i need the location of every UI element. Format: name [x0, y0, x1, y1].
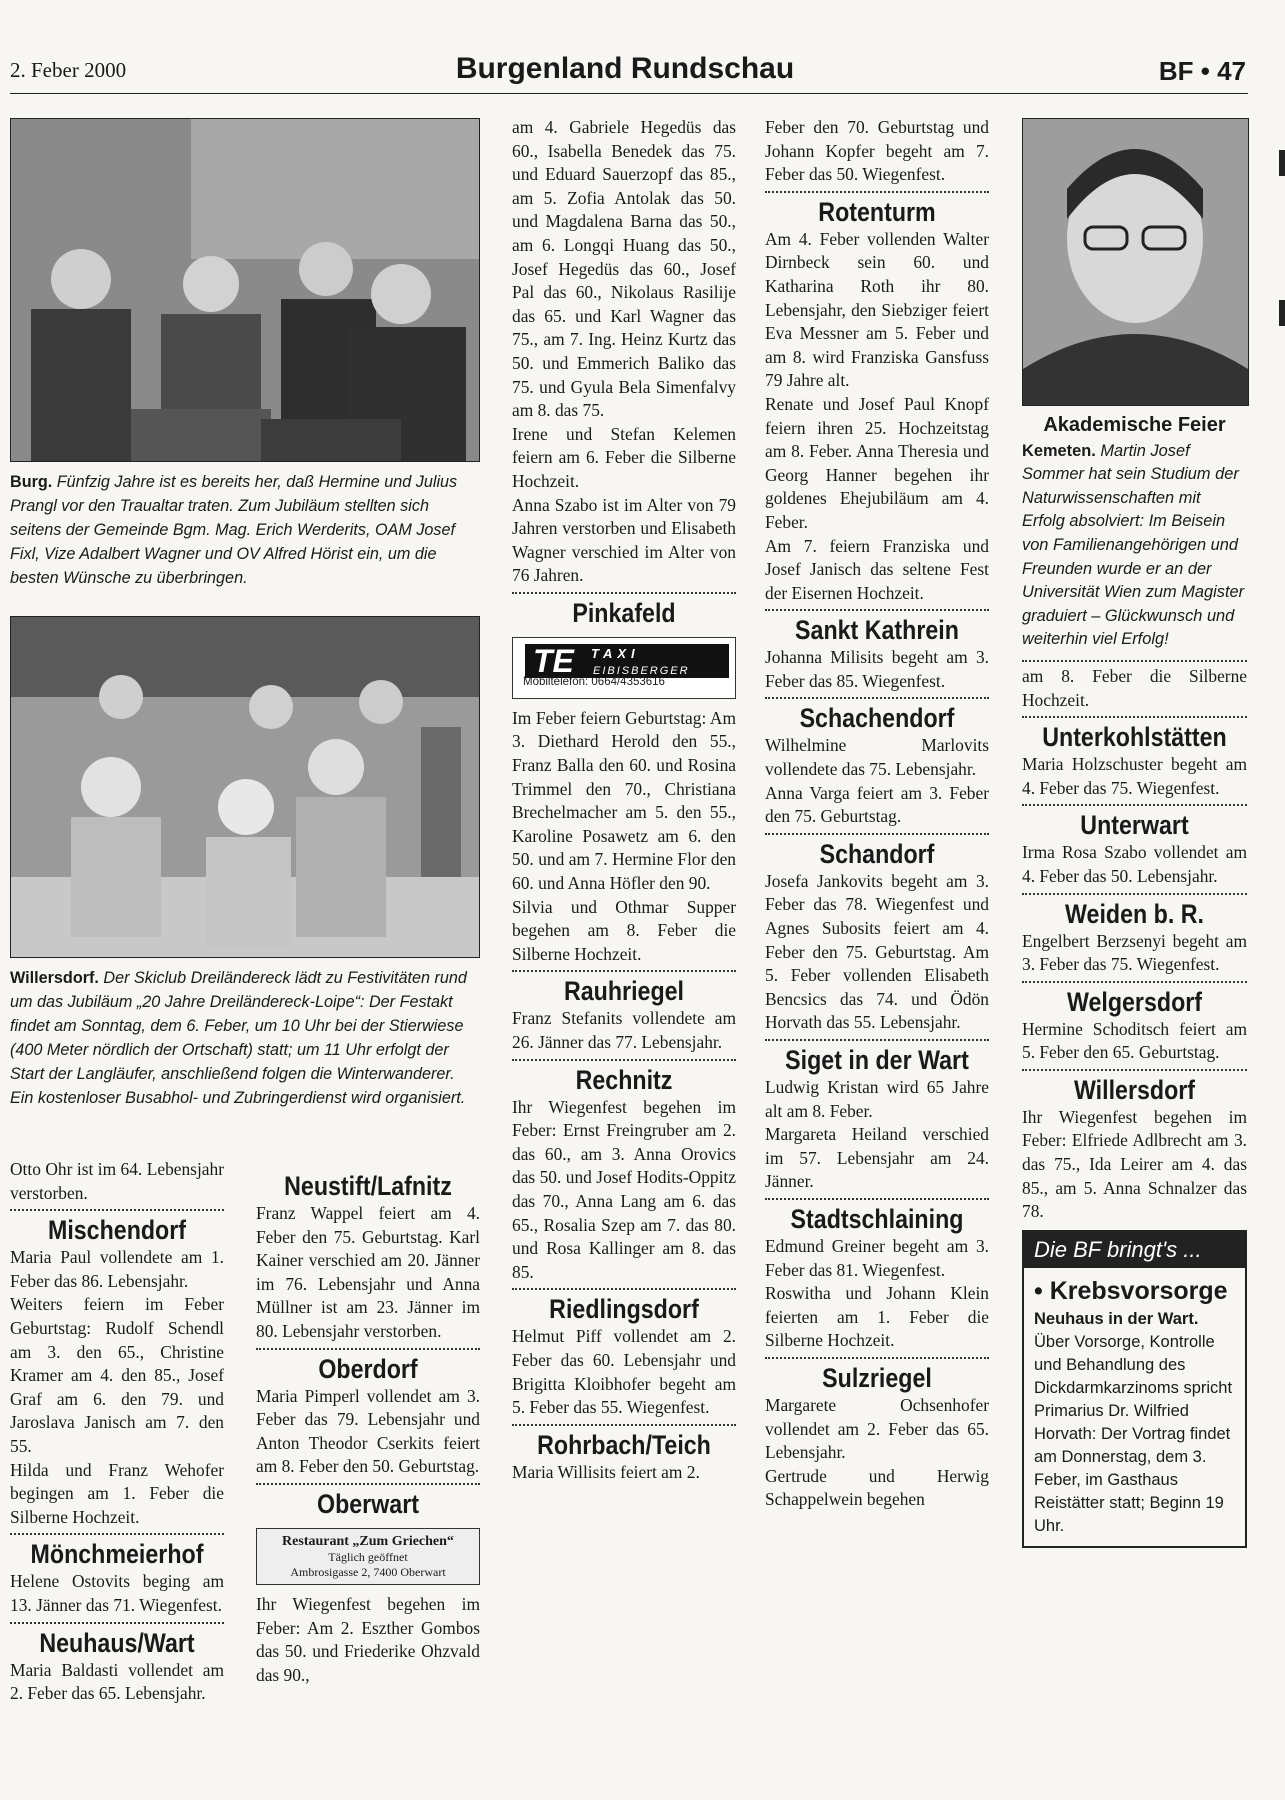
section-divider: [512, 1424, 736, 1426]
taxi-logo: TE: [525, 644, 729, 678]
header-rule: [10, 93, 1248, 94]
paragraph: Hilda und Franz Wehofer begingen am 1. Feber die Silberne Hochzeit.: [10, 1459, 224, 1527]
paragraph: Ihr Wiegenfest begehen im Feber: Am 2. Eszther Gombos das 50. und Friederike Ohzvald das 90.,: [256, 1593, 480, 1685]
caption-place: Kemeten.: [1022, 441, 1096, 460]
section-divider: [512, 970, 736, 972]
section-divider: [1022, 660, 1247, 662]
paragraph: Silvia und Othmar Supper begehen am 8. Feber die Silberne Hochzeit.: [512, 896, 736, 964]
column-1: [10, 1158, 224, 1706]
section-title: Welgersdorf: [1066, 986, 1203, 1017]
section-title: Unterkohlstätten: [1042, 722, 1227, 753]
paragraph: am 8. Feber die Silberne Hochzeit.: [1022, 665, 1247, 710]
section-divider: [1022, 804, 1247, 806]
issue-date: 2. Feber 2000: [10, 58, 127, 82]
column-5: [1022, 408, 1247, 1548]
paragraph: Margarete Ochsenhofer vollendet am 2. Feber das 65. Lebensjahr.: [765, 1394, 989, 1463]
section-divider: [256, 1348, 480, 1350]
ad-line: Ambrosigasse 2, 7400 Oberwart: [290, 1564, 446, 1579]
section-divider: [10, 1209, 224, 1211]
photo-prangl-jubilee: [10, 118, 480, 462]
section-title: Weiden b. R.: [1065, 898, 1204, 929]
info-box-title: • Krebsvorsorge: [1034, 1276, 1228, 1305]
section-divider: [512, 592, 736, 594]
paragraph: Irma Rosa Szabo vollendet am 4. Feber das 50. Lebensjahr.: [1022, 842, 1247, 886]
paragraph: Ihr Wiegenfest begehen im Feber: Ernst Freingruber am 2. das 60., am 3. Anna Orovics das 50. und Josef Hodits-Oppitz das 70., Anna Lang am 6. das 65., Rosalia Szep am 7. das 80. und Rosa Kallinger am 8. das 85.: [512, 1096, 736, 1282]
section-title: Oberdorf: [318, 1353, 418, 1384]
caption-place: Burg.: [10, 473, 53, 491]
paragraph: Maria Pimperl vollendet am 3. Feber das 79. Lebensjahr und Anton Theodor Cserkits feiert am 8. Feber den 50. Geburtstag.: [256, 1385, 480, 1477]
caption-text: Martin Josef Sommer hat sein Studium der Naturwissenschaften mit Erfolg absolviert: Im Beisein von Familienangehörigen und Freunden wurde er an der Universität Wien zum Magister graduiert – Glückwunsch und weiterhin viel Erfolg!: [1022, 441, 1245, 649]
paragraph: Margareta Heiland verschied im 57. Lebensjahr am 24. Jänner.: [765, 1124, 989, 1192]
section-title: Schandorf: [819, 838, 935, 869]
photo-caption-prangl: [10, 470, 482, 590]
section-divider: [1022, 981, 1247, 983]
section-divider: [765, 1198, 989, 1200]
paragraph: Edmund Greiner begeht am 3. Feber das 81. Wiegenfest.: [765, 1235, 989, 1280]
ad-title: Restaurant „Zum Griechen“: [282, 1533, 454, 1549]
group-photo-icon: [11, 119, 479, 461]
skiers-photo-icon: [11, 617, 479, 957]
section-divider: [765, 191, 989, 193]
page-number: BF • 47: [1158, 56, 1246, 86]
paragraph: Engelbert Berzsenyi begeht am 3. Feber das 75. Wiegenfest.: [1022, 930, 1247, 975]
section-title: Unterwart: [1080, 810, 1189, 841]
section-divider: [765, 697, 989, 699]
page-edge-mark: [1279, 150, 1285, 176]
section-title: Willersdorf: [1073, 1074, 1196, 1105]
section-title: Neuhaus/Wart: [39, 1627, 195, 1658]
section-title: Neustift/Lafnitz: [284, 1171, 452, 1201]
paragraph: Hermine Schoditsch feiert am 5. Feber den 65. Geburtstag.: [1022, 1018, 1247, 1063]
info-box-text: Über Vorsorge, Kontrolle und Behandlung des Dickdarmkarzinoms spricht Primarius Dr. Wilfried Horvath: Der Vortrag findet am Donnerstag, dem 3. Feber, im Gasthaus Reistätter statt; Beginn 19 Uhr.: [1034, 1332, 1233, 1535]
paragraph: Otto Ohr ist im 64. Lebensjahr verstorben.: [10, 1159, 224, 1203]
feier-caption: [1022, 440, 1247, 652]
section-title: Pinkafeld: [572, 597, 676, 628]
masthead: [0, 52, 1250, 96]
section-divider: [1022, 716, 1247, 718]
section-title: Stadtschlaining: [790, 1203, 964, 1234]
section-title: Sankt Kathrein: [795, 615, 959, 646]
info-box: [1022, 1230, 1247, 1548]
paragraph: Maria Baldasti vollendet am 2. Feber das 65. Lebensjahr.: [10, 1659, 224, 1704]
paragraph: Anna Szabo ist im Alter von 79 Jahren verstorben und Elisabeth Wagner verschied im Alter von 76 Jahren.: [512, 494, 736, 586]
section-divider: [765, 833, 989, 835]
info-box-place: Neuhaus in der Wart.: [1034, 1309, 1199, 1328]
paragraph: Helmut Piff vollendet am 2. Feber das 60. Lebensjahr und Brigitta Kloibhofer begeht am 5. Feber das 55. Wiegenfest.: [512, 1326, 736, 1418]
photo-skiclub: [10, 616, 480, 958]
newspaper-title: Burgenland Rundschau: [455, 52, 795, 85]
paragraph: Franz Wappel feiert am 4. Feber den 75. Geburtstag. Karl Kainer verschied am 20. Jänner im 76. Lebensjahr und Anna Müllner ist am 23. Jänner im 80. Lebensjahr verstorben.: [256, 1203, 480, 1341]
ad-restaurant: [256, 1528, 480, 1585]
info-box-body: [1024, 1268, 1245, 1546]
section-divider: [256, 1483, 480, 1485]
paragraph: Ihr Wiegenfest begehen im Feber: Elfriede Adlbrecht am 3. das 75., Ida Leirer am 4. das 85., am 5. Anna Schnalzer das 78.: [1022, 1106, 1247, 1222]
ad-line: Täglich geöffnet: [328, 1549, 408, 1564]
section-title: Rechnitz: [575, 1064, 673, 1095]
paragraph: Roswitha und Johann Klein feierten am 1. Feber die Silberne Hochzeit.: [765, 1283, 989, 1351]
section-divider: [10, 1533, 224, 1535]
paragraph: Josefa Jankovits begeht am 3. Feber das 78. Wiegenfest und Agnes Subosits feiert am 4. Feber den 75. Geburtstag. Am 5. Feber vollenden Elisabeth Bencsics das 74. und Ödön Horvath das 55. Lebensjahr.: [765, 870, 989, 1033]
section-title: Sulzriegel: [822, 1362, 932, 1393]
section-title: Riedlingsdorf: [549, 1294, 699, 1325]
feier-title: Akademische Feier: [1043, 414, 1226, 436]
paragraph: Am 7. feiern Franziska und Josef Janisch das seltene Fest der Eisernen Hochzeit.: [765, 535, 989, 603]
section-divider: [10, 1622, 224, 1624]
caption-place: Willersdorf.: [10, 969, 99, 987]
section-title: Rauhriegel: [563, 976, 684, 1007]
section-title: Schachendorf: [799, 703, 955, 734]
taxi-phone: Mobiltelefon: 0664/4353616: [523, 676, 665, 689]
paragraph: Wilhelmine Marlovits vollendete das 75. Lebensjahr.: [765, 735, 989, 780]
paragraph: Helene Ostovits beging am 13. Jänner das 71. Wiegenfest.: [10, 1571, 224, 1615]
column-2: [256, 1170, 480, 1687]
photo-portrait-sommer: [1022, 118, 1249, 406]
paragraph: Ludwig Kristan wird 65 Jahre alt am 8. Feber.: [765, 1077, 989, 1121]
paragraph: Johanna Milisits begeht am 3. Feber das 85. Wiegenfest.: [765, 647, 989, 691]
section-divider: [512, 1059, 736, 1061]
section-title: Rotenturm: [818, 196, 936, 227]
caption-text: Fünfzig Jahre ist es bereits her, daß Hermine und Julius Prangl vor den Traualtar traten. Zum Jubiläum stellten sich seitens der Gemeinde Bgm. Mag. Erich Werderits, OAM Josef Fixl, Vize Adalbert Wagner und OV Alfred Hörist ein, um die besten Wünsche zu überbringen.: [10, 473, 458, 587]
paragraph: am 4. Gabriele Hegedüs das 60., Isabella Benedek das 75. und Eduard Sauerzopf das 85., am 5. Zofia Antolak das 50. und Magdalena Barna das 50., am 6. Longqi Huang das 50., Josef Hegedüs das 60., Josef Pal das 60., Nikolaus Rasilije das 65. und Karl Wagner das 75., am 7. Ing. Heinz Kurtz das 50. und Emmerich Baliko das 75. und Gyula Bela Simenfalvy am 8. das 75.: [512, 117, 736, 421]
paragraph: Franz Stefanits vollendete am 26. Jänner das 77. Lebensjahr.: [512, 1008, 736, 1052]
paragraph: Anna Varga feiert am 3. Feber den 75. Geburtstag.: [765, 782, 989, 827]
info-box-header: Die BF bringt's ...: [1024, 1232, 1245, 1268]
section-divider: [1022, 893, 1247, 895]
section-divider: [765, 1039, 989, 1041]
section-title: Siget in der Wart: [785, 1045, 969, 1075]
column-3: [512, 116, 736, 1484]
section-title: Mischendorf: [47, 1215, 187, 1246]
taxi-name: EIBISBERGER: [593, 664, 690, 677]
paragraph: Maria Holzschuster begeht am 4. Feber das 75. Wiegenfest.: [1022, 754, 1247, 798]
ad-taxi: [512, 637, 736, 699]
section-divider: [765, 1357, 989, 1359]
paragraph: Im Feber feiern Geburtstag: Am 3. Diethard Herold den 55., Franz Balla den 60. und Rosina Trimmel den 70., Christiana Brechelmacher am 5. den 55., Karoline Posawetz am 6. den 50. und am 7. Hermine Flor den 60. und Anna Höfler den 90.: [512, 707, 736, 894]
paragraph: Irene und Stefan Kelemen feiern am 6. Feber die Silberne Hochzeit.: [512, 423, 736, 491]
section-title: Mönchmeierhof: [30, 1539, 204, 1570]
section-divider: [765, 609, 989, 611]
section-divider: [512, 1288, 736, 1290]
section-title: Oberwart: [317, 1488, 419, 1519]
page-edge-mark: [1279, 300, 1285, 326]
section-divider: [1022, 1069, 1247, 1071]
section-title: Rohrbach/Teich: [537, 1429, 711, 1460]
paragraph: Feber den 70. Geburtstag und Johann Kopfer begeht am 7. Feber das 50. Wiegenfest.: [765, 117, 989, 185]
paragraph: Gertrude und Herwig Schappelwein begehen: [765, 1465, 989, 1510]
paragraph: Am 4. Feber vollenden Walter Dirnbeck sein 60. und Katharina Roth ihr 80. Lebensjahr, den Siebziger feiert Eva Messner am 5. Feber und am 8. wird Franziska Gansfuss 79 Jahre alt.: [765, 228, 989, 391]
paragraph: Renate und Josef Paul Knopf feiern ihren 25. Hochzeitstag am 8. Feber. Anna Theresia und Georg Hanner begehen ihr goldenes Ehejubiläum am 4. Feber.: [765, 393, 989, 532]
portrait-photo-icon: [1023, 119, 1248, 405]
column-4: [765, 116, 989, 1512]
paragraph: Maria Paul vollendete am 1. Feber das 86. Lebensjahr.: [10, 1247, 224, 1291]
photo-caption-skiclub: [10, 966, 482, 1110]
paragraph: Maria Willisits feiert am 2.: [512, 1461, 700, 1482]
taxi-word: TAXI: [591, 645, 640, 661]
paragraph: Weiters feiern im Feber Geburtstag: Rudolf Schendl am 3. den 65., Christine Kramer am 4. den 85., Josef Graf am 6. den 79. und Jaroslava Janisch am 7. den 55.: [10, 1294, 224, 1456]
caption-text: Der Skiclub Dreiländereck lädt zu Festivitäten rund um das Jubiläum „20 Jahre Dreiländereck-Loipe“: Der Festakt findet am Sonntag, dem 6. Feber, um 10 Uhr bei der Stierwiese (400 Meter nördlich der Ortschaft) statt; um 11 Uhr erfolgt der Start der Langläufer, anschließend folgen die Winterwanderer. Ein kostenloser Busabhol- und Zubringerdienst wird organisiert.: [10, 969, 467, 1107]
